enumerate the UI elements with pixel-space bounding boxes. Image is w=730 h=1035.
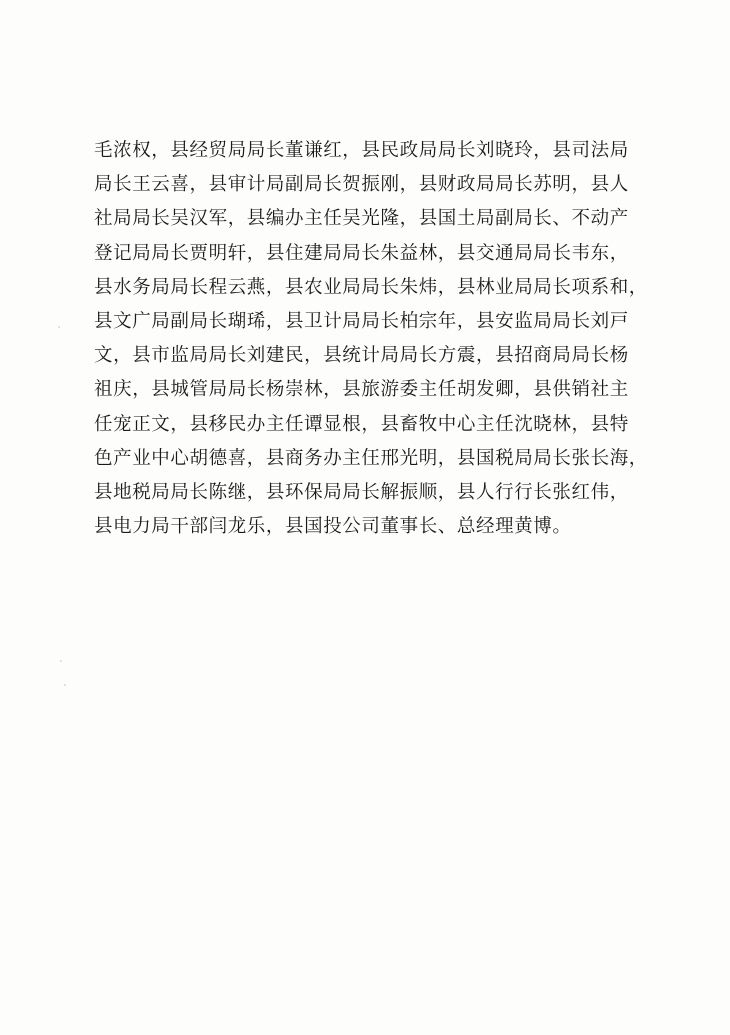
scan-speck (58, 326, 60, 328)
text-line: 社局局长吴汉军，县编办主任吴光隆，县国土局副局长、不动产 (94, 208, 629, 230)
text-line: 局长王云喜，县审计局副局长贺振刚，县财政局局长苏明，县人 (94, 174, 629, 196)
text-line: 县文广局副局长瑚琋，县卫计局局长柏宗年，县安监局局长刘戸 (94, 311, 629, 333)
text-line: 文，县市监局局长刘建民，县统计局局长方震，县招商局局长杨 (94, 345, 629, 367)
text-line: 登记局局长贾明轩，县住建局局长朱益林，县交通局局长韦东， (94, 242, 629, 264)
text-line: 县水务局局长程云燕，县农业局局长朱炜，县林业局局长项系和， (94, 276, 648, 298)
scan-speck (64, 684, 66, 686)
text-line: 县地税局局长陈继，县环保局局长解振顺，县人行行长张红伟， (94, 482, 629, 504)
body-paragraph (94, 134, 674, 544)
text-line: 毛浓权，县经贸局局长董谦红，县民政局局长刘晓玲，县司法局 (94, 140, 629, 161)
text-line: 色产业中心胡德喜，县商务办主仼邢光明，县国税局局长张长海， (94, 447, 648, 469)
text-line: 县电力局干部闫龙乐，县国投公司董事长、总经理黄博。 (94, 516, 572, 538)
text-line: 任宠正文，县移民办主任谭显根，县畜牧中心主任沈晓林，县特 (94, 413, 629, 435)
text-line: 祖庆，县城管局局长杨崇林，县旅游委主任胡发卿，县供销社主 (94, 379, 629, 401)
scan-speck (60, 660, 62, 662)
